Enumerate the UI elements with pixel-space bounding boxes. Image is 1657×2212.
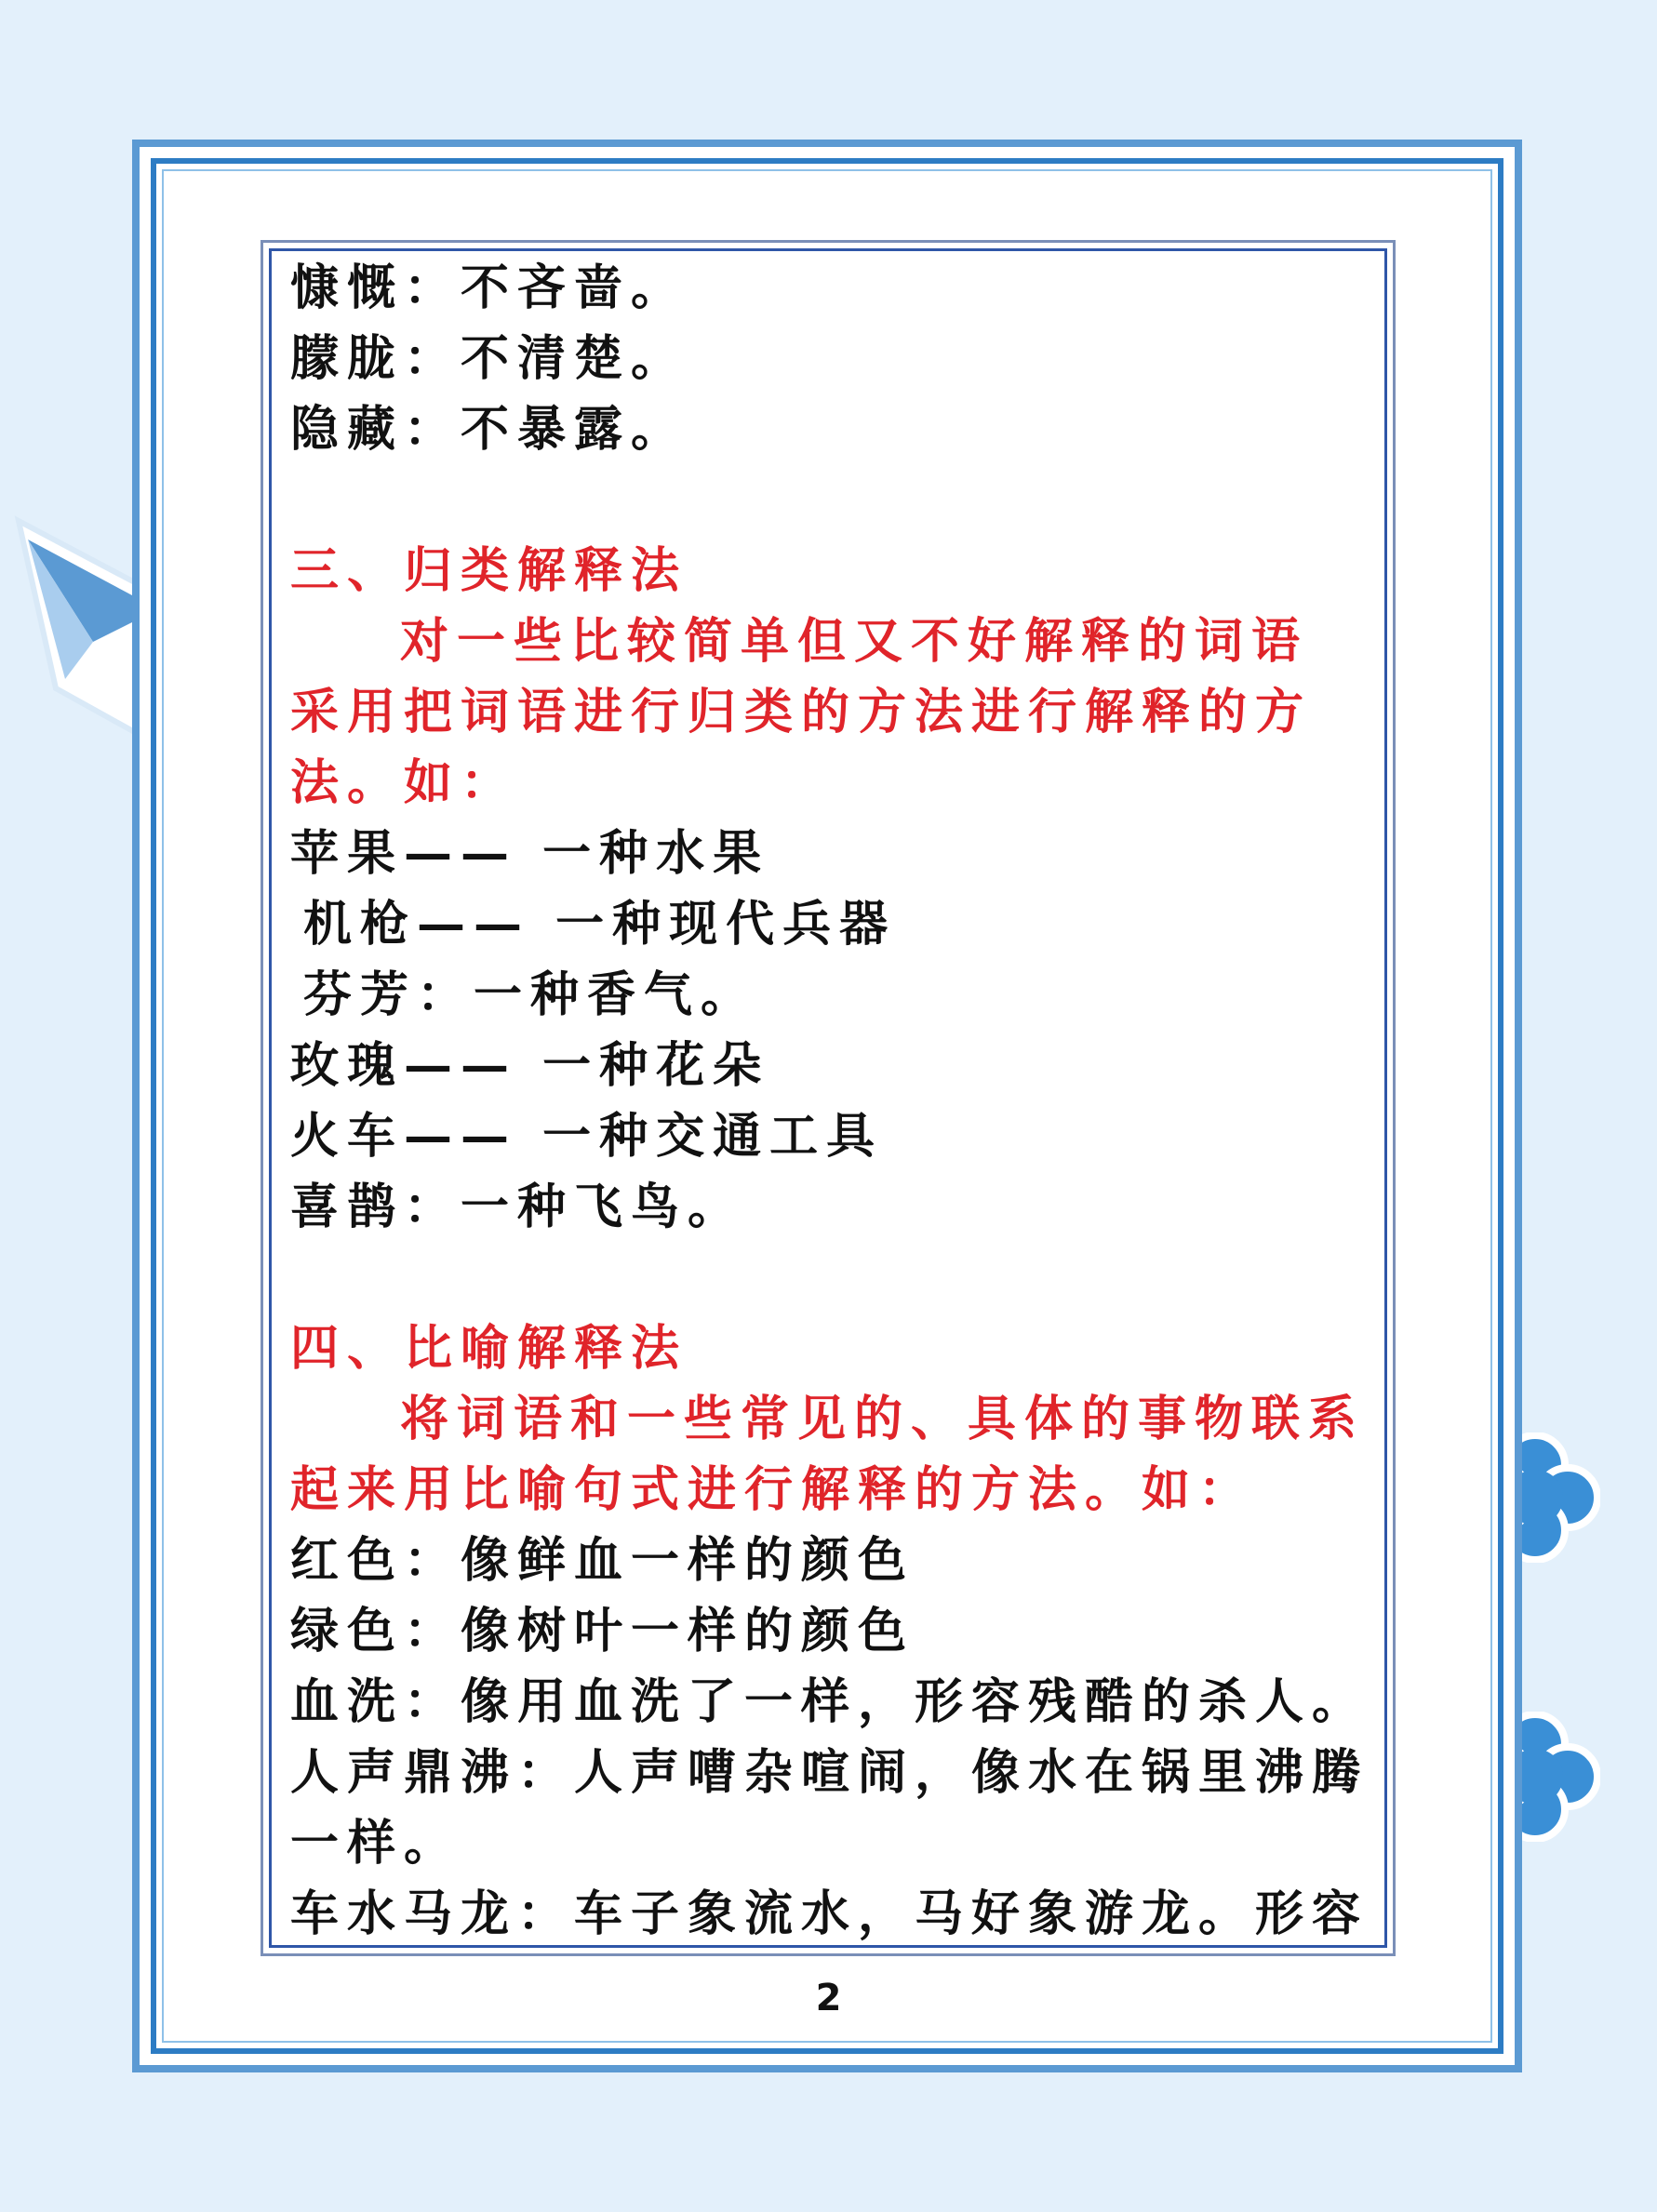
- text-line: 隐藏：不暴露。: [290, 401, 688, 458]
- example-line: 一样。: [290, 1815, 461, 1872]
- example-line: 喜鹊：一种飞鸟。: [290, 1179, 745, 1235]
- section-description: 对一些比较简单但又不好解释的词语: [400, 613, 1309, 670]
- example-line: 玫瑰—— 一种花朵: [290, 1037, 770, 1094]
- example-line: 火车—— 一种交通工具: [290, 1108, 884, 1165]
- example-line: 人声鼎沸：人声嘈杂喧闹，像水在锅里沸腾: [290, 1744, 1370, 1801]
- example-line: 车水马龙：车子象流水，马好象游龙。形容: [290, 1886, 1370, 1942]
- example-line: 红色：像鲜血一样的颜色: [290, 1532, 915, 1589]
- example-line: 血洗：像用血洗了一样，形容残酷的杀人。: [290, 1673, 1370, 1730]
- content-box: [261, 240, 1396, 1956]
- content-border: [269, 248, 1387, 1948]
- blank-line: [290, 1243, 1387, 1313]
- text-line: 慷慨：不吝啬。: [290, 260, 688, 316]
- example-line: 芬芳：一种香气。: [303, 966, 758, 1023]
- section-description: 将词语和一些常见的、具体的事物联系: [400, 1391, 1366, 1447]
- page-number: 2: [815, 1977, 842, 2019]
- example-line: 苹果—— 一种水果: [290, 825, 770, 882]
- blank-line: [290, 465, 1387, 536]
- text-line: 朦胧：不清楚。: [290, 330, 688, 387]
- section-description: 法。如：: [290, 754, 518, 811]
- example-line: 绿色：像树叶一样的颜色: [290, 1603, 915, 1659]
- section-description: 采用把词语进行归类的方法进行解释的方: [290, 684, 1313, 740]
- section-description: 起来用比喻句式进行解释的方法。如：: [290, 1461, 1256, 1518]
- example-line: 机枪—— 一种现代兵器: [303, 896, 897, 953]
- section-heading: 三、归类解释法: [290, 542, 688, 599]
- text-body: [290, 253, 1387, 1948]
- section-heading: 四、比喻解释法: [290, 1320, 688, 1377]
